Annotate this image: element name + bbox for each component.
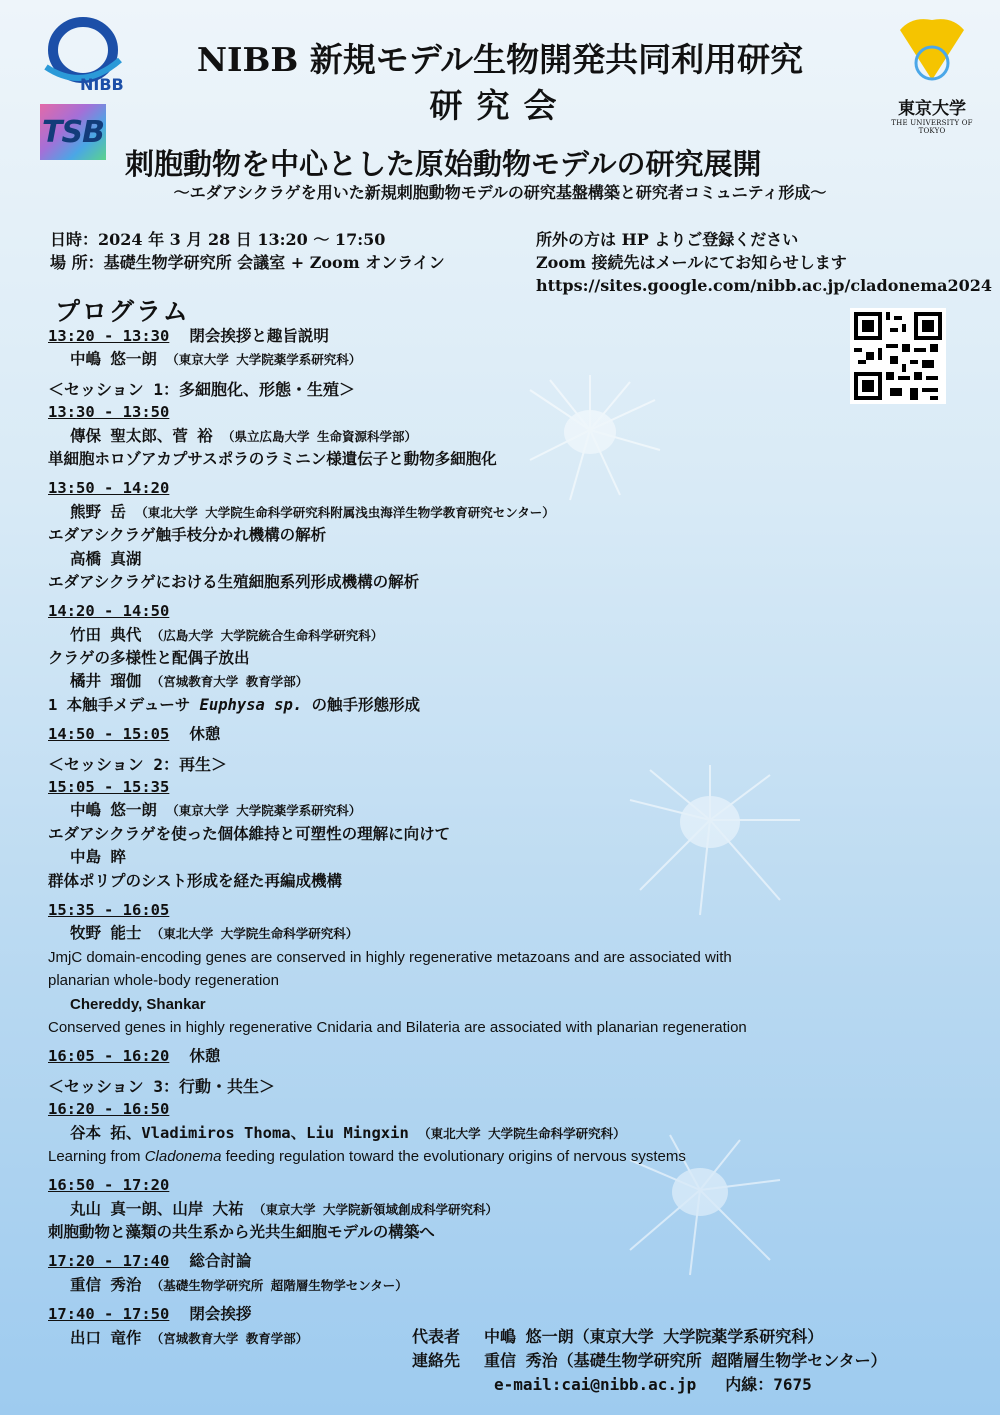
contact (412, 1349, 887, 1373)
event-place: 場 所：基礎生物学研究所 会議室 + Zoom オンライン (50, 253, 445, 272)
presenter (48, 501, 988, 524)
presenter-name: 中嶋 悠一朗 (70, 350, 157, 369)
talk-title: 単細胞ホロゾアカプサスポラのラミニン様遺伝子と動物多細胞化 (48, 449, 497, 468)
event-datetime: 日時：2024 年 3 月 28 日 13:20 〜 17:50 (50, 230, 386, 249)
presenter-name: 出口 竜作 (70, 1328, 142, 1347)
presenter (48, 846, 988, 869)
program-item (48, 776, 988, 799)
talk-title: エダアシクラゲを使った個体維持と可塑性の理解に向けて (48, 824, 451, 843)
session-heading: ＜セッション 1：多細胞化、形態・生殖＞ (48, 379, 355, 399)
talk-title (48, 694, 988, 717)
time-slot: 17:20 - 17:40 (48, 1252, 170, 1271)
presenter-name: 中嶋 悠一朗 (70, 801, 157, 820)
affiliation: （基礎生物学研究所 超階層生物学センター） (150, 1277, 408, 1293)
presenter-name: 重信 秀治 (70, 1275, 142, 1294)
registration-url[interactable]: https://sites.google.com/nibb.ac.jp/cladonema2024 (536, 276, 993, 295)
registration-note: 所外の方は HP よりご登録ください (536, 230, 799, 249)
event-title-sub: 研究会 (429, 86, 571, 125)
contact-label: 連絡先 (412, 1351, 461, 1370)
nibb-logo (38, 12, 128, 94)
affiliation: （東北大学 大学院生命科学研究科） (150, 926, 359, 942)
contact-info (412, 1325, 887, 1397)
program-item (48, 1045, 988, 1068)
affiliation: （東北大学 大学院生命科学研究科附属浅虫海洋生物学教育研究センター） (135, 504, 555, 520)
program-item (48, 600, 988, 623)
presenter (48, 624, 988, 647)
presenter (48, 1122, 988, 1145)
affiliation: （東京大学 大学院薬学系研究科） (166, 803, 362, 819)
time-slot: 17:40 - 17:50 (48, 1305, 170, 1324)
time-slot: 13:20 - 13:30 (48, 327, 170, 345)
affiliation: （宮城教育大学 教育学部） (150, 1330, 309, 1346)
talk-title (48, 1145, 988, 1168)
time-slot: 14:20 - 14:50 (48, 602, 170, 621)
presenter-name: Chereddy, Shankar (70, 995, 206, 1013)
session-heading: ＜セッション 2：再生＞ (48, 754, 227, 774)
zoom-note: Zoom 接続先はメールにてお知らせします (536, 253, 847, 272)
talk-title: エダアシクラゲにおける生殖細胞系列形成機構の解析 (48, 572, 420, 591)
presenter-name: 丸山 真一朗、山岸 大祐 (70, 1199, 244, 1218)
program-item (48, 1250, 988, 1273)
affiliation: （東京大学 大学院新領域創成科学研究科） (253, 1201, 499, 1217)
talk-title: JmjC domain-encoding genes are conserved in highly regenerative metazoans and are associated with (48, 948, 732, 966)
item-title: 総合討論 (189, 1252, 252, 1271)
program-item (48, 899, 988, 922)
session-heading: ＜セッション 3：行動・共生＞ (48, 1076, 275, 1096)
nibb-logo-text: NIBB (80, 75, 124, 94)
presenter (48, 425, 988, 448)
talk-title: エダアシクラゲ触手枝分かれ機構の解析 (48, 526, 327, 545)
time-slot: 13:30 - 13:50 (48, 403, 170, 422)
affiliation: （県立広島大学 生命資源科学部） (222, 428, 418, 444)
talk-title: planarian whole-body regeneration (48, 972, 279, 990)
talk-title: Conserved genes in highly regenerative Cnidaria and Bilateria are associated with planarian regeneration (48, 1018, 747, 1036)
program-item (48, 325, 988, 348)
presenter-name: 谷本 拓、Vladimiros Thoma、Liu Mingxin (70, 1123, 409, 1142)
presenter-name: 傳保 聖太郎、菅 裕 (70, 426, 213, 445)
representative-value: 中嶋 悠一朗（東京大学 大学院薬学系研究科） (484, 1327, 824, 1346)
program-item (48, 1303, 988, 1326)
registration-info (536, 228, 992, 297)
presenter (48, 1198, 988, 1221)
time-slot: 15:05 - 15:35 (48, 778, 170, 797)
ginkgo-leaf-icon (892, 8, 972, 88)
species-name: Euphysa sp. (199, 695, 303, 714)
contact-value: 重信 秀治（基礎生物学研究所 超階層生物学センター） (484, 1351, 887, 1370)
email-line (412, 1373, 887, 1397)
affiliation: （広島大学 大学院統合生命科学研究科） (150, 627, 384, 643)
presenter-name: 高橋 真湖 (70, 549, 142, 568)
main-title: 刺胞動物を中心とした原始動物モデルの研究展開 (125, 147, 762, 181)
talk-title-part: 1 本触手メデューサ (48, 695, 200, 714)
representative (412, 1325, 887, 1349)
program-list (48, 325, 988, 1350)
item-title: 閉会挨拶と趣旨説明 (189, 327, 329, 345)
talk-title-part: feeding regulation toward the evolutionary origins of nervous systems (221, 1147, 686, 1165)
utokyo-logo (882, 8, 982, 138)
presenter (48, 348, 988, 371)
presenter-name: 橘井 瑠伽 (70, 672, 142, 691)
program-heading: プログラム (55, 297, 190, 326)
event-info (50, 228, 445, 274)
time-slot: 13:50 - 14:20 (48, 479, 170, 498)
email-address[interactable]: e-mail:cai@nibb.ac.jp (494, 1375, 697, 1394)
presenter (48, 1274, 988, 1297)
representative-label: 代表者 (412, 1327, 461, 1346)
talk-title-part: Learning from (48, 1147, 145, 1165)
presenter (48, 922, 988, 945)
utokyo-english-name: THE UNIVERSITY OF TOKYO (891, 119, 973, 135)
presenter-name: 牧野 能士 (70, 924, 142, 943)
time-slot: 15:35 - 16:05 (48, 900, 170, 919)
presenter-name: 熊野 岳 (70, 502, 126, 521)
talk-title: クラゲの多様性と配偶子放出 (48, 649, 250, 668)
talk-title: 刺胞動物と藻類の共生系から光共生細胞モデルの構築へ (48, 1223, 435, 1242)
program-item (48, 477, 988, 500)
time-slot: 16:20 - 16:50 (48, 1100, 170, 1119)
utokyo-name: 東京大学 (898, 99, 966, 119)
item-title: 休憩 (189, 725, 221, 744)
program-item (48, 1098, 988, 1121)
affiliation: （東京大学 大学院薬学系研究科） (166, 352, 362, 368)
presenter (48, 670, 988, 693)
presenter-name: 中島 睟 (70, 848, 126, 867)
item-title: 閉会挨拶 (189, 1305, 252, 1324)
program-item (48, 401, 988, 424)
talk-title: 群体ポリプのシスト形成を経た再編成機構 (48, 871, 343, 890)
program-item (48, 723, 988, 746)
item-title: 休憩 (189, 1047, 221, 1066)
affiliation: （宮城教育大学 教育学部） (150, 674, 309, 690)
time-slot: 16:05 - 16:20 (48, 1047, 170, 1066)
nibb-logo-mark (38, 12, 128, 94)
presenter (48, 799, 988, 822)
time-slot: 16:50 - 17:20 (48, 1176, 170, 1195)
subtitle: 〜エダアシクラゲを用いた新規刺胞動物モデルの研究基盤構築と研究者コミュニティ形成〜 (173, 183, 827, 202)
extension-number: 内線：7675 (725, 1375, 812, 1394)
presenter (48, 548, 988, 571)
event-title: NIBB 新規モデル生物開発共同利用研究 (196, 40, 804, 79)
presenter-name: 竹田 典代 (70, 625, 142, 644)
species-name: Cladonema (144, 1147, 222, 1165)
time-slot: 14:50 - 15:05 (48, 725, 170, 744)
program-item (48, 1174, 988, 1197)
tsb-logo: TSB (40, 104, 106, 160)
affiliation: （東北大学 大学院生命科学研究科） (418, 1125, 626, 1141)
talk-title-part: の触手形態形成 (302, 695, 421, 714)
